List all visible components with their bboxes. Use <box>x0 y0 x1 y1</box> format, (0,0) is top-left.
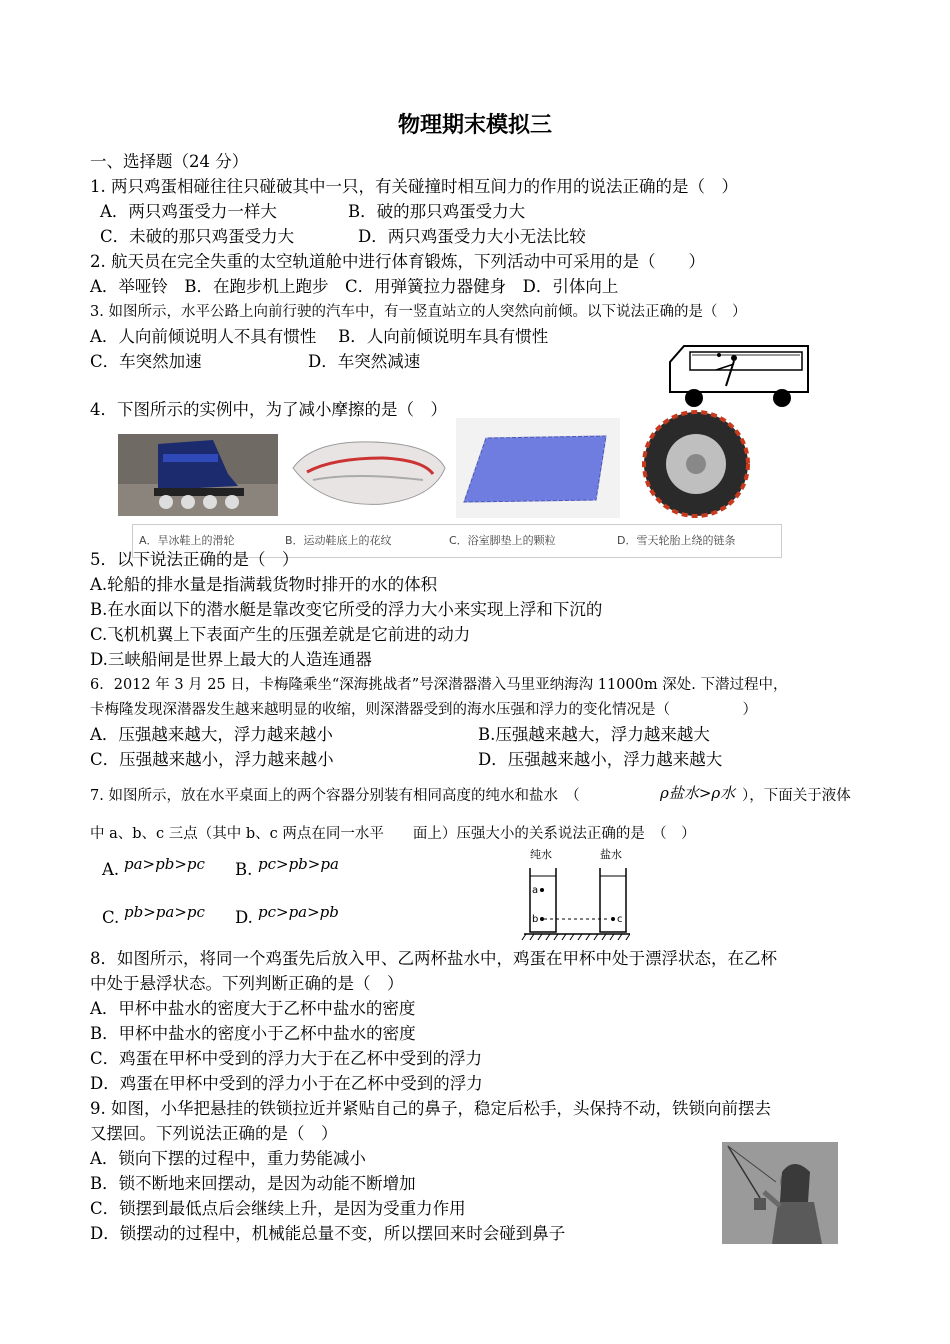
q7-option-c-label: C. <box>102 908 120 927</box>
q8-stem-line2: 中处于悬浮状态。下列判断正确的是（ ） <box>90 974 404 993</box>
point-a-label: a <box>532 885 539 896</box>
q5-option-a: A.轮船的排水量是指满载货物时排开的水的体积 <box>90 575 438 594</box>
q2-stem: 2. 航天员在完全失重的太空轨道舱中进行体育锻炼，下列活动中可采用的是（ ） <box>90 252 705 271</box>
q7-stem-line2: 中 a、b、c 三点（其中 b、c 两点在同一水平 面上）压强大小的关系说法正确的是 （ ） <box>90 826 696 842</box>
q7-option-a-label: A. <box>102 860 120 879</box>
q7-option-b-label: B. <box>235 860 253 879</box>
q7-option-d-expr: pc>pa>pb <box>258 903 339 921</box>
q5-option-d: D.三峡船闸是世界上最大的人造连通器 <box>90 650 372 669</box>
q3-option-c: C．车突然加速 <box>90 352 202 371</box>
q1-option-c: C．未破的那只鸡蛋受力大 <box>100 227 295 246</box>
car-figure <box>664 340 814 410</box>
q9-option-a: A．锁向下摆的过程中，重力势能减小 <box>90 1149 366 1168</box>
point-c-label: c <box>617 914 623 925</box>
q4-caption-c: C．浴室脚垫上的颗粒 <box>449 534 556 547</box>
q1-option-a: A．两只鸡蛋受力一样大 <box>100 202 277 221</box>
q4-stem: 4．下图所示的实例中，为了减小摩擦的是（ ） <box>90 400 447 419</box>
q7-option-d-label: D. <box>235 908 253 927</box>
label-pure-water: 纯水 <box>530 848 552 861</box>
q8-option-b: B．甲杯中盐水的密度小于乙杯中盐水的密度 <box>90 1024 416 1043</box>
q6-stem-line2: 卡梅隆发现深潜器发生越来越明显的收缩，则深潜器受到的海水压强和浮力的变化情况是（ ） <box>90 702 757 718</box>
q7-option-b-expr: pc>pb>pa <box>258 855 339 873</box>
q7-option-a-expr: pa>pb>pc <box>124 855 205 873</box>
q9-stem-line2: 又摆回。下列说法正确的是（ ） <box>90 1124 338 1143</box>
q1-stem: 1. 两只鸡蛋相碰往往只碰破其中一只，有关碰撞时相互间力的作用的说法正确的是（ ） <box>90 177 738 196</box>
tire-chain-photo <box>622 408 770 520</box>
q9-stem-line1: 9. 如图，小华把悬挂的铁锁拉近并紧贴自己的鼻子，稳定后松手，头保持不动，铁锁向前摆去 <box>90 1099 771 1118</box>
containers-figure <box>520 846 630 942</box>
q7-option-c-expr: pb>pa>pc <box>124 903 205 921</box>
rollerskate-photo <box>118 434 278 516</box>
q6-option-a: A．压强越来越大，浮力越来越小 <box>90 725 333 744</box>
q6-option-c: C．压强越来越小，浮力越来越小 <box>90 750 334 769</box>
q6-option-b: B.压强越来越大，浮力越来越大 <box>478 725 710 744</box>
bath-mat-photo <box>456 418 620 518</box>
q9-option-b: B．锁不断地来回摆动，是因为动能不断增加 <box>90 1174 416 1193</box>
page-title: 物理期末模拟三 <box>397 112 552 138</box>
q7-density-relation: ρ盐水>ρ水 <box>660 784 736 802</box>
q6-option-d: D．压强越来越小，浮力越来越大 <box>478 750 723 769</box>
q1-option-b: B．破的那只鸡蛋受力大 <box>348 202 526 221</box>
q8-option-a: A．甲杯中盐水的密度大于乙杯中盐水的密度 <box>90 999 416 1018</box>
point-b-label: b <box>532 914 539 925</box>
q7-stem-line1: 7. 如图所示，放在水平桌面上的两个容器分别装有相同高度的纯水和盐水 （ <box>90 788 580 804</box>
q4-caption-a: A．旱冰鞋上的滑轮 <box>139 534 235 547</box>
label-salt-water: 盐水 <box>600 848 622 861</box>
pendulum-lock-photo <box>722 1142 838 1244</box>
q2-options: A．举哑铃 B．在跑步机上跑步 C．用弹簧拉力器健身 D．引体向上 <box>90 277 619 296</box>
q9-option-c: C．锁摆到最低点后会继续上升，是因为受重力作用 <box>90 1199 466 1218</box>
q9-option-d: D．锁摆动的过程中，机械能总量不变，所以摆回来时会碰到鼻子 <box>90 1224 566 1243</box>
q3-options-ab: A．人向前倾说明人不具有惯性 B．人向前倾说明车具有惯性 <box>90 327 549 346</box>
q8-stem-line1: 8．如图所示，将同一个鸡蛋先后放入甲、乙两杯盐水中，鸡蛋在甲杯中处于漂浮状态，在乙杯 <box>90 949 777 968</box>
q3-option-d: D．车突然减速 <box>308 352 421 371</box>
q5-option-c: C.飞机机翼上下表面产生的压强差就是它前进的动力 <box>90 625 471 644</box>
q7-stem-line1-end: ），下面关于液体 <box>742 788 851 804</box>
q8-option-d: D．鸡蛋在甲杯中受到的浮力小于在乙杯中受到的浮力 <box>90 1074 483 1093</box>
q5-stem: 5．以下说法正确的是（ ） <box>90 550 299 569</box>
shoe-sole-photo <box>283 428 453 518</box>
q8-option-c: C．鸡蛋在甲杯中受到的浮力大于在乙杯中受到的浮力 <box>90 1049 483 1068</box>
q3-stem: 3. 如图所示，水平公路上向前行驶的汽车中，有一竖直站立的人突然向前倾。以下说法正确的是（ ） <box>90 304 747 320</box>
q1-option-d: D．两只鸡蛋受力大小无法比较 <box>358 227 586 246</box>
q5-option-b: B.在水面以下的潜水艇是靠改变它所受的浮力大小来实现上浮和下沉的 <box>90 600 603 619</box>
section-heading: 一、选择题（24 分） <box>90 152 249 171</box>
q4-caption-b: B．运动鞋底上的花纹 <box>285 534 392 547</box>
q6-stem-line1: 6．2012 年 3 月 25 日，卡梅隆乘坐“深海挑战者”号深潜器潜入马里亚纳海沟 11000m 深处. 下潜过程中， <box>90 677 788 693</box>
q4-caption-d: D．雪天轮胎上绕的链条 <box>617 534 736 547</box>
